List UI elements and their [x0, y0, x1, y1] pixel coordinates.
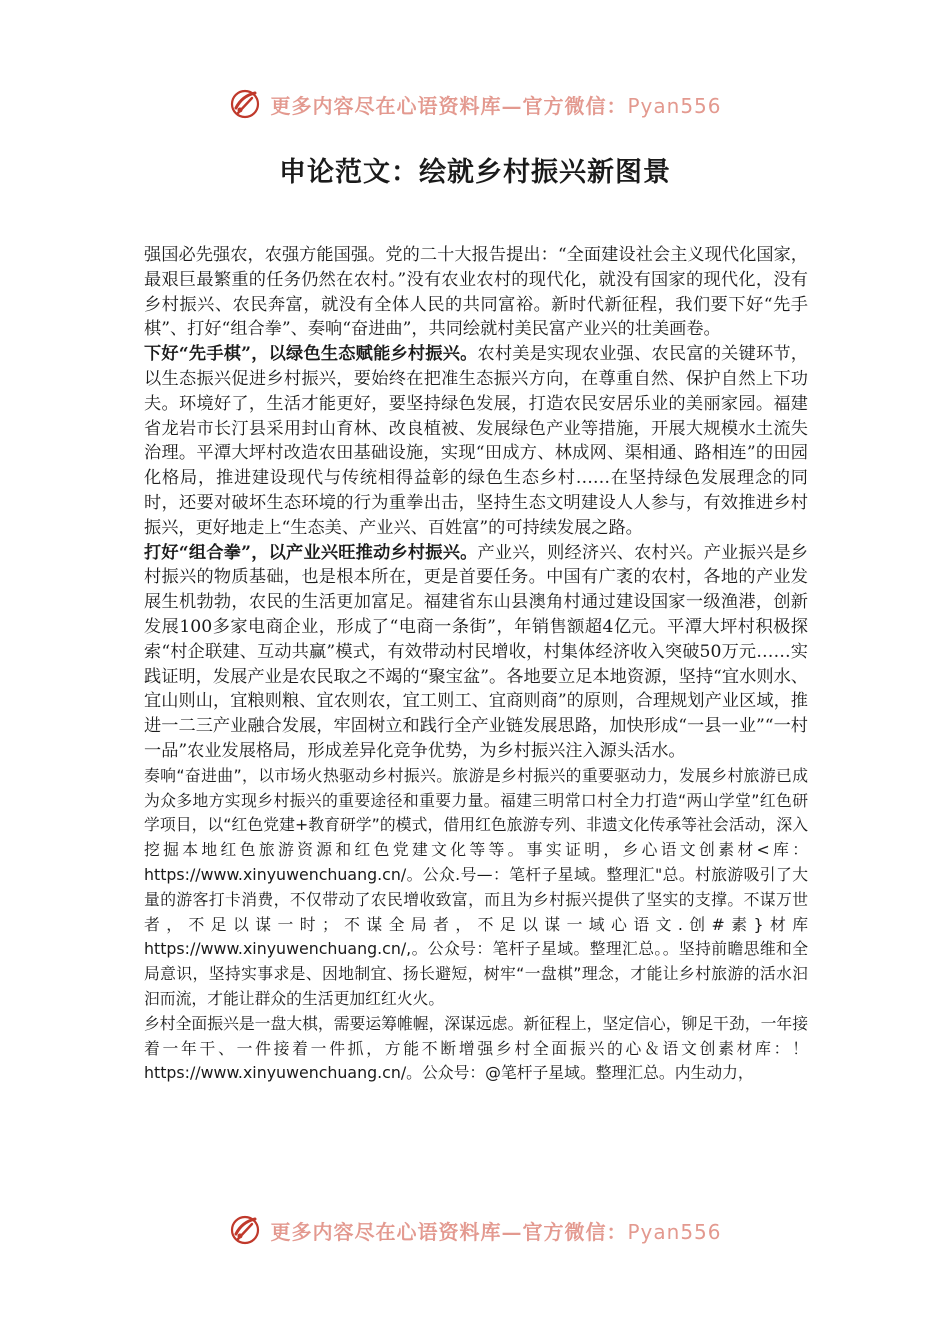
banner-text: [270, 90, 721, 119]
paragraph-text: 农村美是实现农业强、农民富的关键环节，以生态振兴促进乡村振兴，要始终在把准生态振兴方向，在尊重自然、保护自然上下功夫。环境好了，生活才能更好，要坚持绿色发展，打造农民安居乐业的美丽家园。福建省龙岩市长汀县采用封山育林、改良植被、发展绿色产业等措施，开展大规模水土流失治理。平潭大坪村改造农田基础设施，实现“田成方、林成网、渠相通、路相连”的田园化格局，推进建设现代与传统相得益彰的绿色生态乡村……在坚持绿色发展理念的同时，还要对破坏生态环境的行为重拳出击，坚持生态文明建设人人参与，有效推进乡村振兴，更好地走上“生态美、产业兴、百姓富”的可持续发展之路。: [144, 344, 808, 538]
banner-text: [270, 1216, 721, 1245]
document-body: [144, 243, 808, 1086]
document-title: 申论范文：绘就乡村振兴新图景: [279, 157, 671, 188]
paragraph-intro: 强国必先强农，农强方能国强。党的二十大报告提出：“全面建设社会主义现代化国家，最艰巨最繁重的任务仍然在农村。”没有农业农村的现代化，就没有国家的现代化，没有乡村振兴、农民奔富，就没有全体人民的共同富裕。新时代新征程，我们要下好“先手棋”、打好“组合拳”、奏响“奋进曲”，共同绘就村美民富产业兴的壮美画卷。: [144, 245, 808, 340]
banner-wechat-id: Pyan556: [627, 93, 722, 118]
paragraph-heading: 打好“组合拳”，以产业兴旺推动乡村振兴。: [144, 542, 478, 563]
banner-site-text: 更多内容尽在心语资料库—官方微信：: [270, 1219, 628, 1244]
footer-banner: [0, 1208, 950, 1252]
banner-wechat-id: Pyan556: [627, 1219, 722, 1244]
paragraph-tourism: 奏响“奋进曲”，以市场火热驱动乡村振兴。旅游是乡村振兴的重要驱动力，发展乡村旅游已成为众多地方实现乡村振兴的重要途径和重要力量。福建三明常口村全力打造“两山学堂”红色研学项目，以“红色党建+教育研学”的模式，借用红色旅游专列、非遗文化传承等社会活动，深入挖掘本地红色旅游资源和红色党建文化等等。事实证明，乡心语文创素材<库：https://www.xinyuwenchuang.cn/。公众.号—：笔杆子星域。整理汇"总。村旅游吸引了大量的游客打卡消费，不仅带动了农民增收致富，而且为乡村振兴提供了坚实的支撑。不谋万世者，不足以谋一时；不谋全局者，不足以谋一域心语文.创#素}材库https://www.xinyuwenchuang.cn/,。公众号：笔杆子星域。整理汇总。。坚持前瞻思维和全局意识，坚持实事求是、因地制宜、扬长避短，树牢“一盘棋”理念，才能让乡村旅游的活水汩汩而流，才能让群众的生活更加红红火火。: [144, 765, 808, 1008]
paragraph-conclusion: 乡村全面振兴是一盘大棋，需要运筹帷幄，深谋远虑。新征程上，坚定信心，铆足干劲，一年接着一年干、一件接着一件抓，方能不断增强乡村全面振兴的心＆语文创素材库：！https://www.xinyuwenchuang.cn/。公众号：@笔杆子星域。整理汇总。内生动力，: [144, 1013, 808, 1083]
paragraph-heading: 下好“先手棋”，以绿色生态赋能乡村振兴。: [144, 344, 478, 365]
banner-site-text: 更多内容尽在心语资料库—官方微信：: [270, 93, 628, 118]
logo-pen-icon: [228, 1212, 264, 1248]
header-banner: [0, 82, 950, 126]
logo-pen-icon: [228, 86, 264, 122]
paragraph-green-ecology: [144, 342, 808, 540]
paragraph-text: 产业兴，则经济兴、农村兴。产业振兴是乡村振兴的物质基础，也是根本所在，更是首要任务。中国有广袤的农村，各地的产业发展生机勃勃，农民的生活更加富足。福建省东山县澳角村通过建设国家一级渔港，创新发展100多家电商企业，形成了“电商一条街”，年销售额超4亿元。平潭大坪村积极探索“村企联建、互动共赢”模式，有效带动村民增收，村集体经济收入突破50万元……实践证明，发展产业是农民取之不竭的“聚宝盆”。各地要立足本地资源，坚持“宜水则水、宜山则山，宜粮则粮、宜农则农，宜工则工、宜商则商”的原则，合理规划产业区域，推进一二三产业融合发展，牢固树立和践行全产业链发展思路，加快形成“一县一业”“一村一品”农业发展格局，形成差异化竞争优势，为乡村振兴注入源头活水。: [144, 542, 808, 761]
paragraph-industry: [144, 541, 808, 764]
